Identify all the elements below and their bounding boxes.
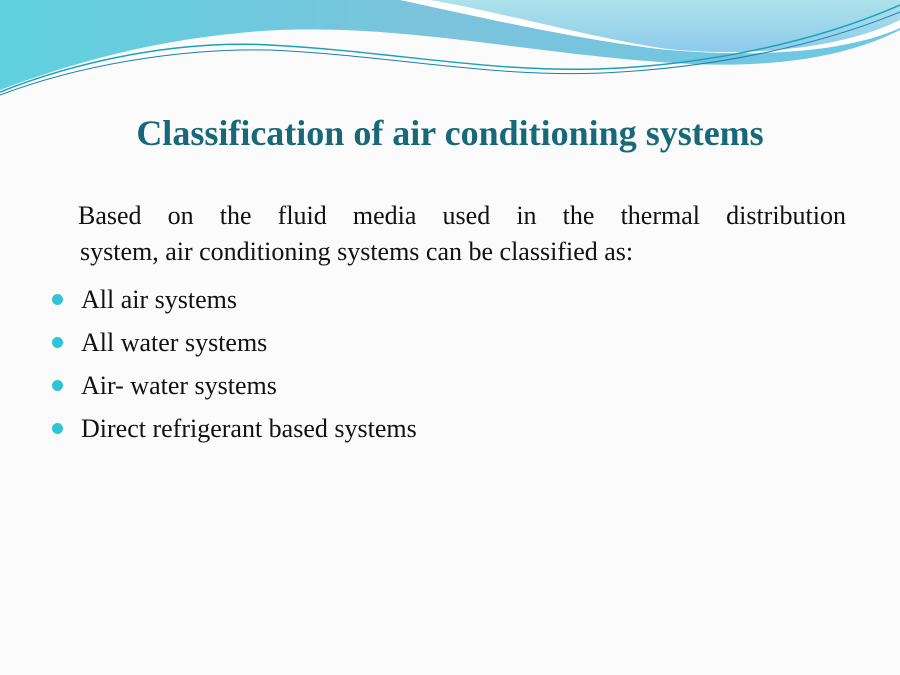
bullet-dot-icon <box>52 294 63 305</box>
bullet-list <box>52 278 417 450</box>
slide-title: Classification of air conditioning systems <box>136 113 764 153</box>
bullet-item <box>52 407 417 450</box>
intro-line-1: Based on the fluid media used in the thermal distribution <box>78 201 846 230</box>
bullet-text: Direct refrigerant based systems <box>81 414 417 443</box>
bullet-item <box>52 278 417 321</box>
intro-line-2: system, air conditioning systems can be classified as: <box>80 237 634 266</box>
bullet-dot-icon <box>52 380 63 391</box>
bullet-text: Air- water systems <box>81 371 277 400</box>
bullet-text: All water systems <box>81 328 268 357</box>
bullet-dot-icon <box>52 423 63 434</box>
bullet-text: All air systems <box>81 285 237 314</box>
bullet-dot-icon <box>52 337 63 348</box>
header-wave-decoration <box>0 0 900 110</box>
bullet-item <box>52 364 417 407</box>
intro-paragraph <box>78 198 846 270</box>
bullet-item <box>52 321 417 364</box>
